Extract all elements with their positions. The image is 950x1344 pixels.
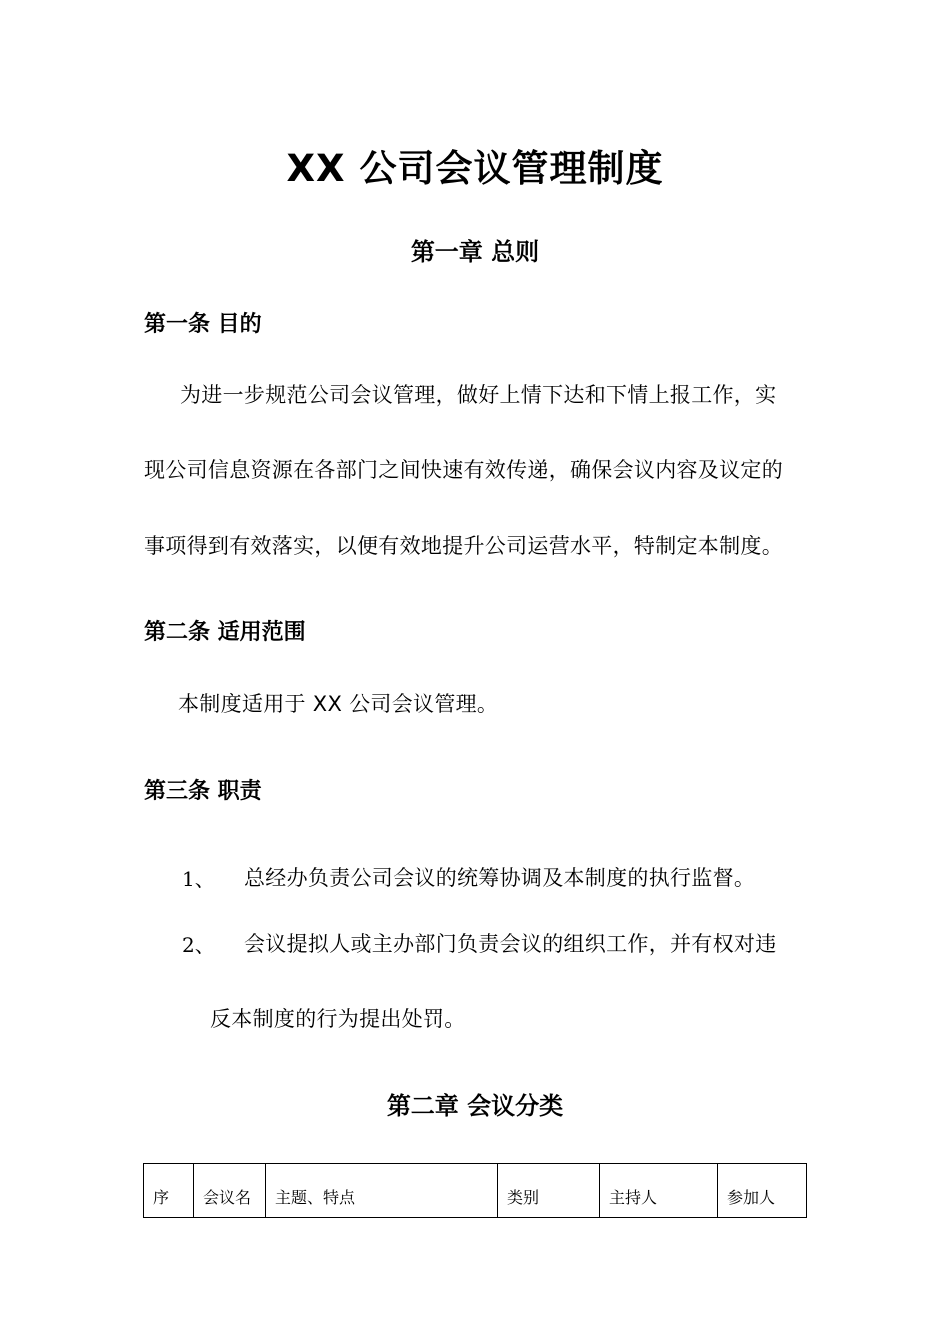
header-meeting-name: 会议名 [194, 1164, 266, 1218]
article-2-heading: 第二条 适用范围 [144, 620, 306, 645]
article-1-line-1: 为进一步规范公司会议管理，做好上情下达和下情上报工作，实 [180, 383, 777, 407]
duty-item-2-number: 2、 [182, 933, 215, 957]
article-3-heading: 第三条 职责 [144, 779, 262, 804]
chapter-1-heading: 第一章 总则 [410, 238, 540, 266]
header-participants: 参加人 [718, 1164, 807, 1218]
article-1-heading: 第一条 目的 [144, 312, 262, 337]
duty-item-1-text: 总经办负责公司会议的统筹协调及本制度的执行监督。 [244, 866, 756, 890]
header-category: 类别 [498, 1164, 600, 1218]
meeting-classification-table [143, 1163, 807, 1218]
article-1-line-2: 现公司信息资源在各部门之间快速有效传递，确保会议内容及议定的 [144, 458, 783, 482]
header-host: 主持人 [600, 1164, 718, 1218]
article-1-line-3: 事项得到有效落实，以便有效地提升公司运营水平，特制定本制度。 [144, 534, 783, 558]
duty-item-1-number: 1、 [182, 867, 215, 891]
table-header-row [144, 1164, 807, 1218]
chapter-2-heading: 第二章 会议分类 [386, 1092, 564, 1120]
header-seq: 序 [144, 1164, 194, 1218]
document-title: XX 公司会议管理制度 [286, 147, 664, 190]
duty-item-2-line-1: 会议提拟人或主办部门负责会议的组织工作，并有权对违 [244, 932, 777, 956]
article-2-text: 本制度适用于 XX 公司会议管理。 [178, 692, 499, 716]
duty-item-2-line-2: 反本制度的行为提出处罚。 [210, 1007, 466, 1031]
header-topic: 主题、特点 [266, 1164, 498, 1218]
